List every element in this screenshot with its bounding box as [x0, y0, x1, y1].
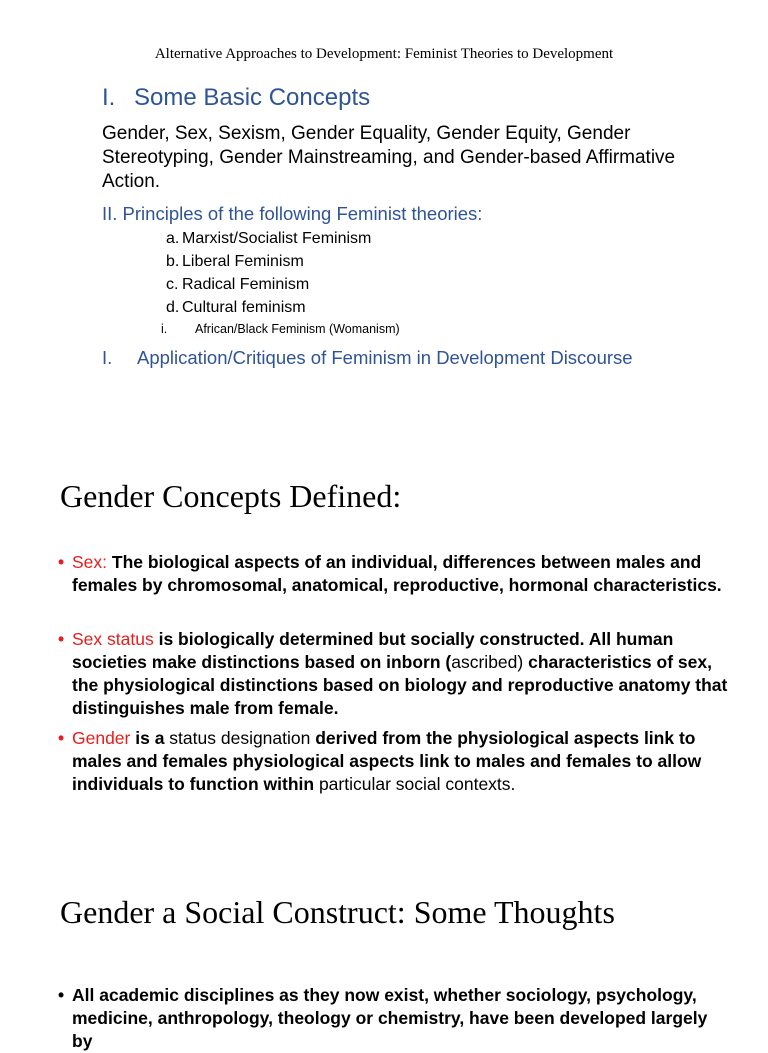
document-title: Alternative Approaches to Development: Feminist Theories to Development — [154, 46, 614, 62]
bullet-text: is biologically determined but socially constructed. All human societies make distinctions based on inborn ( — [72, 629, 674, 672]
bullet-term: Sex status — [72, 629, 154, 649]
bullet-sex — [58, 551, 732, 597]
list-text: Radical Feminism — [182, 276, 310, 293]
list-label: a. — [166, 230, 180, 247]
bullet-text: derived from the physiological aspects link to males and females physiological aspects link to males and females to allow individuals to function within — [72, 728, 702, 794]
list-text: Cultural feminism — [182, 299, 306, 316]
bullet-dot: • — [58, 629, 65, 649]
list-text: African/Black Feminism (Womanism) — [195, 322, 400, 336]
bullet-term: Sex: — [72, 552, 108, 572]
list-label: i. — [161, 322, 168, 336]
list-label: c. — [166, 276, 179, 293]
section-1-heading — [102, 84, 370, 112]
bullet-text-normal: status designation — [169, 728, 311, 748]
section-1-number: I. — [102, 84, 116, 111]
bullet-dot: • — [58, 552, 65, 572]
theory-item-cultural — [166, 299, 306, 317]
section-2-heading: II. Principles of the following Feminist theories: — [102, 203, 483, 224]
list-label: b. — [166, 253, 180, 270]
bullet-text-normal: particular social contexts. — [318, 774, 516, 794]
slide-heading-gender-concepts: Gender Concepts Defined: — [60, 478, 402, 514]
list-text: Liberal Feminism — [182, 253, 304, 270]
theory-subitem-african — [161, 322, 400, 336]
slide-heading-social-construct: Gender a Social Construct: Some Thoughts — [60, 894, 615, 930]
bullet-academic-disciplines — [58, 984, 732, 1053]
bullet-text-normal: ascribed) — [451, 652, 524, 672]
bullet-text: characteristics of sex, the physiological distinctions based on biology and reproductive anatomy that distinguishes male from female. — [72, 652, 728, 718]
theory-item-marxist — [166, 230, 371, 248]
section-3-number: I. — [102, 347, 113, 368]
bullet-text: All academic disciplines as they now exist, whether sociology, psychology, medicine, anthropology, theology or chemistry, have been developed largely by — [72, 985, 708, 1051]
bullet-text: is a — [130, 728, 170, 748]
list-label: d. — [166, 299, 180, 316]
bullet-sex-status — [58, 628, 732, 720]
theory-item-radical — [166, 276, 309, 294]
basic-concepts-list: Gender, Sex, Sexism, Gender Equality, Gender Equity, Gender Stereotyping, Gender Mainstreaming, and Gender-based Affirmative Action. — [102, 123, 676, 192]
bullet-text: The biological aspects of an individual, differences between males and females by chromosomal, anatomical, reproductive, hormonal characteristics. — [72, 552, 722, 595]
bullet-dot: • — [58, 728, 65, 748]
bullet-dot: • — [58, 985, 65, 1005]
bullet-term: Gender — [72, 728, 131, 748]
list-text: Marxist/Socialist Feminism — [182, 230, 372, 247]
section-1-title: Some Basic Concepts — [134, 84, 371, 111]
section-3-title: Application/Critiques of Feminism in Development Discourse — [137, 347, 633, 368]
theory-item-liberal — [166, 253, 304, 271]
bullet-gender — [58, 727, 732, 796]
section-3-heading — [102, 347, 633, 369]
